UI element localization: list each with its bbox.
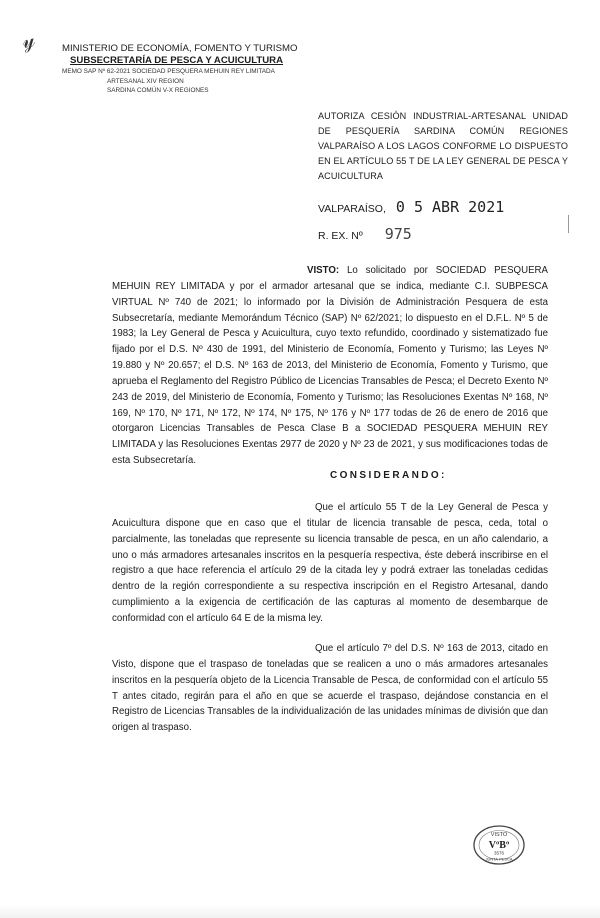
page-bottom-edge [0, 905, 600, 918]
resolution-number [318, 225, 412, 243]
place-date [318, 198, 504, 216]
header-region-line: ARTESANAL XIV REGION [107, 77, 184, 85]
stamp-bottom-text: JUNTA PESCA [485, 856, 513, 862]
ministry-name: MINISTERIO DE ECONOMÍA, FOMENTO Y TURISMO [62, 43, 298, 54]
considerando-text-1: Que el artículo 55 T de la Ley General de Pesca y Acuicultura dispone que en caso que el titular de licencia transable de pesca, ceda, total o parcialmente, las toneladas que represente su licencia transable de pesca, en un año calendario, a uno o más armadores artesanales inscritos en la pesquería respectiva, éste deberá inscribirse en el registro a que hace referencia el artículo 29 de la citada ley y podrá extraer las toneladas cedidas dentro de la región correspondiente a su respectiva inscripción en el Registro Artesanal, dando cumplimiento a la exigencia de certificación de las capturas al momento de desembarque de conformidad con el artículo 64 E de la misma ley. [112, 502, 548, 624]
considerando-paragraph-1 [112, 500, 548, 627]
approval-stamp [471, 823, 527, 867]
visto-paragraph [112, 263, 548, 469]
rex-number: 975 [384, 225, 412, 243]
resolution-title: AUTORIZA CESIÓN INDUSTRIAL-ARTESANAL UNIDAD DE PESQUERÍA SARDINA COMÚN REGIONES VALPARAÍSO A LOS LAGOS CONFORME LO DISPUESTO EN EL ARTÍCULO 55 T DE LA LEY GENERAL DE PESCA Y ACUICULTURA [318, 111, 568, 181]
considerando-text-2: Que el artículo 7º del D.S. Nº 163 de 2013, citado en Visto, dispone que el traspaso de toneladas que se realicen a uno o más armadores artesanales inscritos en la pesquería objeto de la Licencia Transable de Pesca, de conformidad con el artículo 55 T antes citado, regirán para el año en que se acuerde el traspaso, dejándose constancia en el Registro de Licencias Transables de la individualización de las unidades mínimas de división que dan origen al traspaso. [112, 643, 548, 734]
handwritten-initial: 𝓎 [19, 26, 38, 55]
considerando-heading: CONSIDERANDO: [330, 470, 447, 481]
rex-label: R. EX. Nº [318, 230, 363, 242]
stamp-top-text: VISTO [490, 832, 508, 838]
stamp-mid-text: VºBº [488, 840, 510, 851]
letterhead [62, 43, 297, 96]
visto-text: Lo solicitado por SOCIEDAD PESQUERA MEHUIN REY LIMITADA y por el armador artesanal que se indica, mediante C.I. SUBPESCA VIRTUAL Nº 740 de 2021; lo informado por la División de Administración Pesquera de esta Subsecretaría, mediante Memorándum Técnico (SAP) Nº 62/2021; lo dispuesto en el D.F.L. Nº 5 de 1983; la Ley General de Pesca y Acuicultura, cuyo texto refundido, coordinado y sistematizado fue fijado por el D.S. Nº 430 de 1991, del Ministerio de Economía, Fomento y Turismo; las Leyes Nº 19.880 y Nº 20.657; el D.S. Nº 163 de 2013, del Ministerio de Economía, Fomento y Turismo, que aprueba el Reglamento del Registro Público de Licencias Transables de Pesca; el Decreto Exento Nº 243 de 2019, del Ministerio de Economía, Fomento y Turismo; las Resoluciones Exentas Nº 168, Nº 169, Nº 170, Nº 171, Nº 172, Nº 174, Nº 175, Nº 176 y Nº 177 todas de 26 de enero de 2016 que otorgaron Licencias Transables de Pesca Clase B a SOCIEDAD PESQUERA MEHUIN REY LIMITADA y las Resoluciones Exentas 2977 de 2020 y Nº 23 de 2021, y sus modificaciones todas de esta Subsecretaría. [112, 265, 548, 467]
considerando-paragraph-2 [112, 641, 548, 736]
visto-label: VISTO: [307, 265, 340, 276]
place-label: VALPARAÍSO, [318, 203, 386, 215]
subsecretaria-name: SUBSECRETARÍA DE PESCA Y ACUICULTURA [70, 55, 284, 66]
header-fishery-line: SARDINA COMÚN V-X REGIONES [107, 87, 209, 94]
margin-mark [568, 215, 569, 233]
date-stamp: 0 5 ABR 2021 [395, 198, 505, 216]
stamp-number: 3576 [493, 850, 505, 856]
memo-reference: MEMO SAP Nº 62-2021 SOCIEDAD PESQUERA MEHUIN REY LIMITADA [62, 68, 275, 75]
